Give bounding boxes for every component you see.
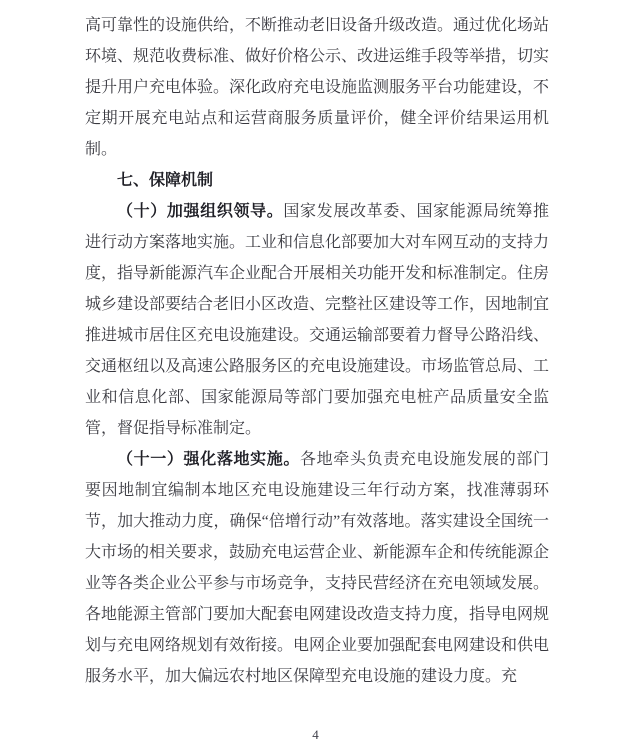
paragraph-item-11 bbox=[85, 444, 549, 692]
paragraph-item-10-lead: （十）加强组织领导。 bbox=[117, 203, 284, 220]
paragraph-item-11-body: 各地牵头负责充电设施发展的部门要因地制宜编制本地区充电设施建设三年行动方案，找准薄弱环节，加大推动力度，确保“倍增行动”有效落地。落实建设全国统一大市场的相关要求，鼓励充电运营企业、新能源车企和传统能源企业等各类企业公平参与市场竞争，支持民营经济在充电领域发展。各地能源主管部门要加大配套电网建设改造支持力度，指导电网规划与充电网络规划有效衔接。电网企业要加强配套电网建设和供电服务水平，加大偏远农村地区保障型充电设施的建设力度。充 bbox=[85, 451, 550, 685]
paragraph-continuation bbox=[85, 10, 549, 165]
paragraph-item-11-lead: （十一）强化落地实施。 bbox=[117, 451, 301, 468]
page-number: 4 bbox=[312, 727, 319, 742]
paragraph-continuation-text: 高可靠性的设施供给，不断推动老旧设备升级改造。通过优化场站环境、规范收费标准、做好价格公示、改进运维手段等举措，切实提升用户充电体验。深化政府充电设施监测服务平台功能建设，不定期开展充电站点和运营商服务质量评价，健全评价结果运用机制。 bbox=[85, 17, 550, 158]
paragraph-item-10-body: 国家发展改革委、国家能源局统筹推进行动方案落地实施。工业和信息化部要加大对车网互动的支持力度，指导新能源汽车企业配合开展相关功能开发和标准制定。住房城乡建设部要结合老旧小区改造、完整社区建设等工作，因地制宜推进城市居住区充电设施建设。交通运输部要着力督导公路沿线、交通枢纽以及高速公路服务区的充电设施建设。市场监管总局、工业和信息化部、国家能源局等部门要加强充电桩产品质量安全监管，督促指导标准制定。 bbox=[85, 203, 550, 437]
section-heading: 七、保障机制 bbox=[117, 172, 214, 189]
document-body bbox=[85, 10, 549, 692]
paragraph-item-10 bbox=[85, 196, 549, 444]
